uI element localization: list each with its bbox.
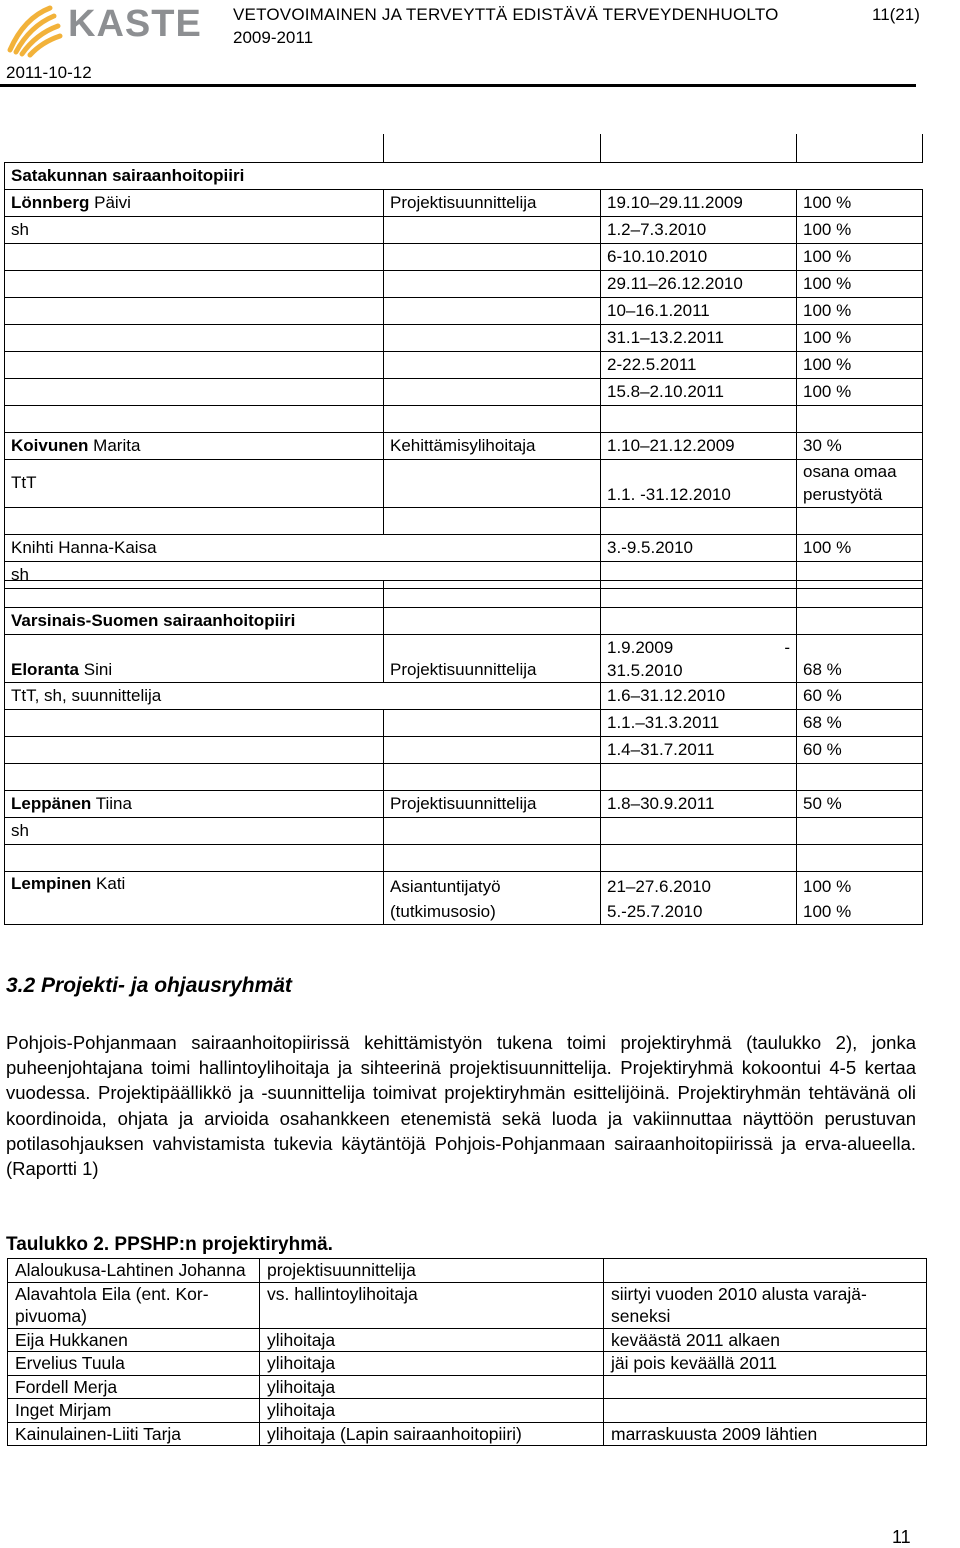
percentage: 100 % <box>797 270 923 297</box>
period: 5.-25.7.2010 <box>607 902 703 921</box>
period: 1.10–21.12.2009 <box>601 432 797 459</box>
person-surname: Koivunen <box>11 435 89 455</box>
section-paragraph: Pohjois-Pohjanmaan sairaanhoitopiirissä kehittämistyön tukena toimi projektiryhmä (taulukko 2), jonka puheenjohtajana toimi hallintoylihoitaja ja sihteerinä projektisuunnittelija. Projektiryhmä kokoontui 4-5 kertaa vuodessa. Projektipäällikkö ja -suunnittelija toimivat projektiryhmän esittelijöinä. Projektiryhmän tehtävänä oli koordinoida, ohjata ja arvioida osahankkeen etenemistä sekä luoda ja vakiinnuttaa näyttöön perustuvan potilasohjauksen vahvistamista tukevia käytäntöjä Pohjois-Pohjanmaan sairaanhoitopiirissä ja erva-alueella. (Raportti 1) <box>6 1032 916 1180</box>
percentage: 68 % <box>797 710 923 737</box>
table-row <box>5 243 923 270</box>
table-row <box>8 1259 927 1283</box>
header-rule <box>0 84 916 87</box>
table-row <box>8 1352 927 1376</box>
member-name: Inget Mirjam <box>8 1399 260 1423</box>
period: 6-10.10.2010 <box>601 243 797 270</box>
percentage: 100 % <box>797 378 923 405</box>
period: 10–16.1.2011 <box>601 297 797 324</box>
table-row <box>5 764 923 791</box>
member-name: Fordell Merja <box>8 1375 260 1399</box>
period-end: 31.5.2010 <box>607 660 683 680</box>
person-first-name: Päivi <box>89 192 131 212</box>
table-row <box>5 818 923 845</box>
table-row <box>5 405 923 432</box>
period: 1.6–31.12.2010 <box>601 683 797 710</box>
svg-text:KASTE: KASTE <box>68 3 202 45</box>
person-qualification: sh <box>5 216 384 243</box>
period: 3.-9.5.2010 <box>601 534 797 561</box>
percentage: 100 % <box>797 297 923 324</box>
table-row <box>5 581 923 608</box>
percentage: 60 % <box>797 737 923 764</box>
percentage-line: perustyötä <box>803 485 883 504</box>
member-role: ylihoitaja <box>260 1328 604 1352</box>
table-row <box>5 791 923 818</box>
member-note: siirtyi vuoden 2010 alusta varajäseneksi <box>604 1282 927 1328</box>
table-row <box>5 216 923 243</box>
table-row <box>5 459 923 507</box>
table-row <box>5 351 923 378</box>
period-start: 1.9.2009 <box>607 637 674 657</box>
kaste-logo-graphic <box>4 0 204 58</box>
member-name: Kainulainen-Liiti Tarja <box>8 1422 260 1446</box>
person-title-line: Asiantuntijatyö <box>390 877 501 896</box>
header-date: 2011-10-12 <box>6 63 92 82</box>
person-surname: Leppänen <box>11 794 92 813</box>
person-title: Kehittämisylihoitaja <box>384 432 601 459</box>
person-first-name: Tiina <box>91 794 132 813</box>
period: 19.10–29.11.2009 <box>601 189 797 216</box>
member-note <box>604 1259 927 1283</box>
percentage: 100 % <box>797 243 923 270</box>
member-role: ylihoitaja (Lapin sairaanhoitopiiri) <box>260 1422 604 1446</box>
satakunta-table <box>4 134 923 589</box>
percentage: 30 % <box>797 432 923 459</box>
period: 31.1–13.2.2011 <box>601 324 797 351</box>
person-qualification: sh <box>5 818 384 845</box>
varsinais-table <box>4 580 923 925</box>
percentage: 60 % <box>797 683 923 710</box>
table-row <box>8 1422 927 1446</box>
period-dash: - <box>784 637 790 657</box>
member-note: jäi pois keväällä 2011 <box>604 1352 927 1376</box>
period: 15.8–2.10.2011 <box>601 378 797 405</box>
person-first-name: Kati <box>91 874 126 893</box>
header-page-ref: 11(21) <box>872 5 920 24</box>
person-title: Projektisuunnittelija <box>384 189 601 216</box>
member-name: Ervelius Tuula <box>8 1352 260 1376</box>
person-qualification: TtT, sh, suunnittelija <box>5 683 601 710</box>
table-row <box>5 737 923 764</box>
table-row <box>5 507 923 534</box>
table-row <box>5 324 923 351</box>
table-row <box>5 872 923 925</box>
period: 1.4–31.7.2011 <box>601 737 797 764</box>
period: 21–27.6.2010 <box>607 877 711 896</box>
kaste-logo <box>4 0 204 58</box>
person-title: Projektisuunnittelija <box>384 791 601 818</box>
member-role: vs. hallintoylihoitaja <box>260 1282 604 1328</box>
member-role: ylihoitaja <box>260 1399 604 1423</box>
percentage: 100 % <box>797 324 923 351</box>
person-title: Projektisuunnittelija <box>384 635 601 683</box>
table-row <box>8 1328 927 1352</box>
member-name: Alavahtola Eila (ent. Korpivuoma) <box>8 1282 260 1328</box>
table-row <box>5 608 923 635</box>
percentage: 100 % <box>797 351 923 378</box>
person-surname: Lempinen <box>11 874 92 893</box>
period: 1.8–30.9.2011 <box>601 791 797 818</box>
member-role: projektisuunnittelija <box>260 1259 604 1283</box>
table-row <box>5 683 923 710</box>
percentage: 68 % <box>797 635 923 683</box>
district-name: Satakunnan sairaanhoitopiiri <box>5 162 923 189</box>
period: 1.1.–31.3.2011 <box>601 710 797 737</box>
person-first-name: Marita <box>88 435 141 455</box>
member-note <box>604 1375 927 1399</box>
section-title: 3.2 Projekti- ja ohjausryhmät <box>6 974 292 997</box>
period: 1.2–7.3.2010 <box>601 216 797 243</box>
member-role: ylihoitaja <box>260 1352 604 1376</box>
table-row <box>5 534 923 561</box>
table-row <box>5 378 923 405</box>
person-qualification: sh <box>5 561 601 588</box>
percentage: 100 % <box>803 902 852 921</box>
person-surname: Eloranta <box>11 660 80 679</box>
header-years: 2009-2011 <box>233 28 314 47</box>
period: 1.1. -31.12.2010 <box>601 459 797 507</box>
member-note <box>604 1399 927 1423</box>
table-row <box>5 270 923 297</box>
table-row <box>8 1375 927 1399</box>
table-row <box>5 845 923 872</box>
table-row <box>8 1282 927 1328</box>
percentage: 50 % <box>797 791 923 818</box>
percentage: 100 % <box>803 877 852 896</box>
table2-caption: Taulukko 2. PPSHP:n projektiryhmä. <box>6 1234 333 1255</box>
period: 29.11–26.12.2010 <box>601 270 797 297</box>
person-name: Knihti Hanna-Kaisa <box>5 534 601 561</box>
person-qualification: TtT <box>5 459 384 507</box>
header-title: VETOVOIMAINEN JA TERVEYTTÄ EDISTÄVÄ TERVEYDENHUOLTO <box>233 5 779 24</box>
period: 2-22.5.2011 <box>601 351 797 378</box>
table-row <box>5 162 923 189</box>
member-name: Eija Hukkanen <box>8 1328 260 1352</box>
table-row <box>5 710 923 737</box>
district-name: Varsinais-Suomen sairaanhoitopiiri <box>5 608 384 635</box>
member-name: Alaloukusa-Lahtinen Johanna <box>8 1259 260 1283</box>
member-role: ylihoitaja <box>260 1375 604 1399</box>
table-row <box>5 134 923 162</box>
percentage-line: osana omaa <box>803 462 897 481</box>
table-row <box>8 1399 927 1423</box>
member-note: keväästä 2011 alkaen <box>604 1328 927 1352</box>
percentage: 100 % <box>797 216 923 243</box>
percentage: 100 % <box>797 189 923 216</box>
project-group-table <box>7 1258 927 1446</box>
member-note: marraskuusta 2009 lähtien <box>604 1422 927 1446</box>
percentage: 100 % <box>797 534 923 561</box>
table-row <box>5 297 923 324</box>
table-row <box>5 635 923 683</box>
footer-page-number: 11 <box>892 1527 911 1547</box>
table-row <box>5 432 923 459</box>
person-surname: Lönnberg <box>11 192 90 212</box>
person-title-line: (tutkimusosio) <box>390 902 496 921</box>
person-first-name: Sini <box>79 660 113 679</box>
table-row <box>5 189 923 216</box>
